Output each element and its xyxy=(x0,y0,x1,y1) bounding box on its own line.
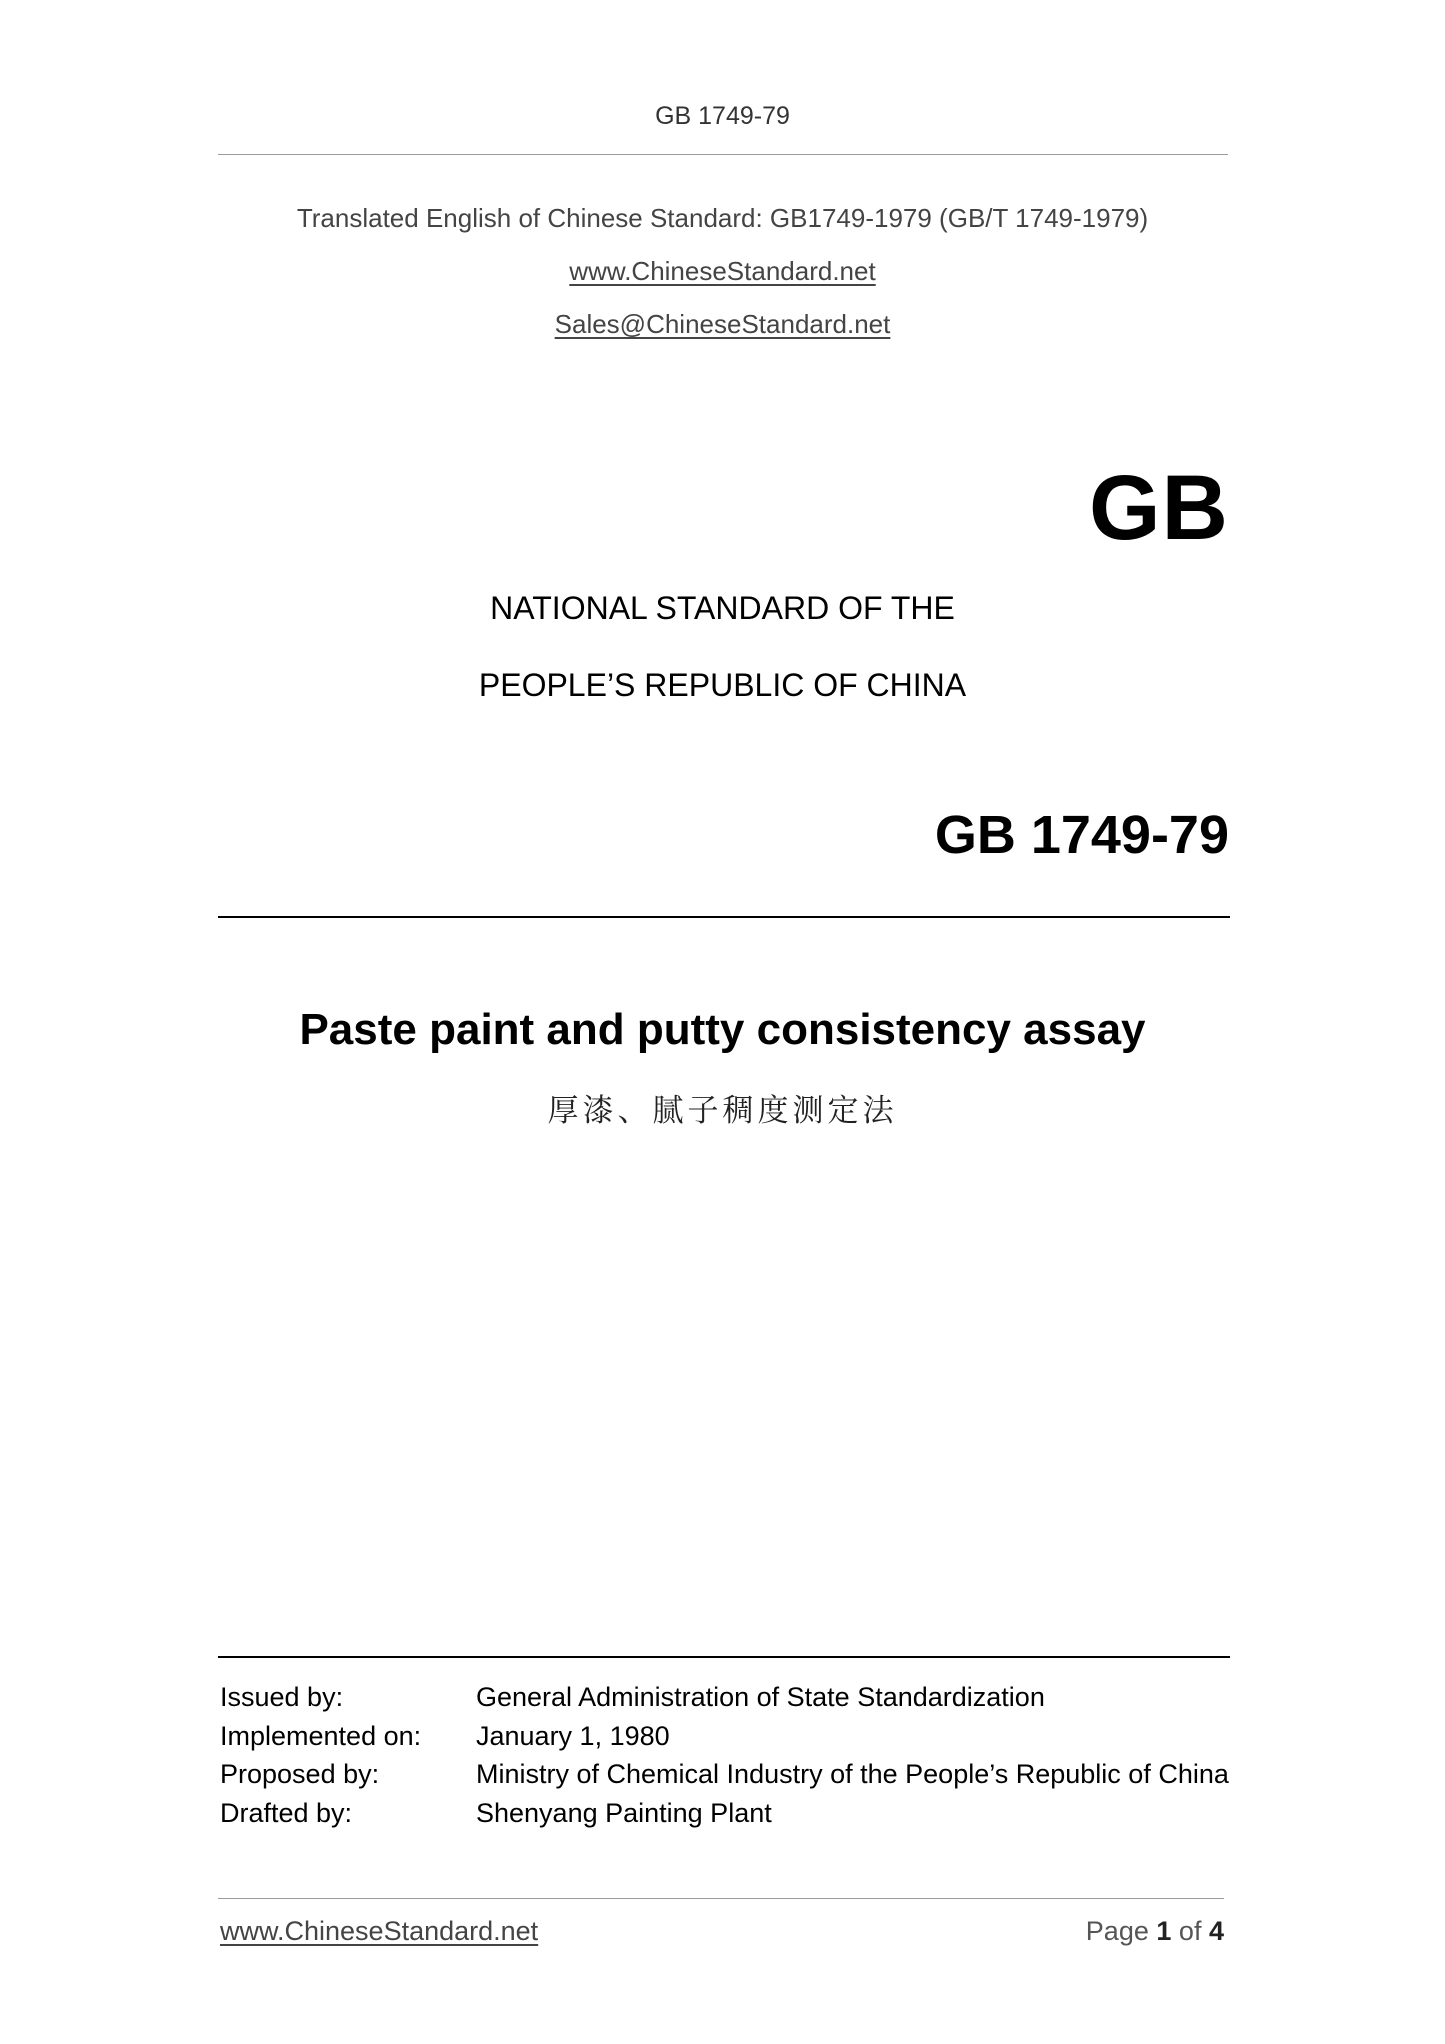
website-link[interactable]: www.ChineseStandard.net xyxy=(569,256,876,286)
meta-value: Shenyang Painting Plant xyxy=(476,1797,772,1828)
title-divider xyxy=(218,916,1230,918)
translated-notice: Translated English of Chinese Standard: GB1749-1979 (GB/T 1749-1979) xyxy=(296,203,1149,233)
document-title: Paste paint and putty consistency assay xyxy=(299,1005,1146,1054)
national-standard-line-1: NATIONAL STANDARD OF THE xyxy=(490,590,955,626)
standard-number: GB 1749-79 xyxy=(934,805,1229,865)
footer-divider xyxy=(218,1898,1224,1899)
meta-divider xyxy=(218,1656,1230,1658)
page-current: 1 xyxy=(1156,1916,1172,1946)
meta-value: General Administration of State Standardization xyxy=(476,1682,1045,1712)
meta-row-implemented xyxy=(220,1717,1229,1756)
running-header-title: GB 1749-79 xyxy=(655,102,790,130)
meta-label: Drafted by: xyxy=(220,1797,353,1828)
meta-label: Issued by: xyxy=(220,1682,344,1712)
page-prefix: Page xyxy=(1085,1916,1149,1946)
meta-row-issued xyxy=(220,1678,1229,1717)
footer-website-link[interactable]: www.ChineseStandard.net xyxy=(220,1916,539,1946)
page-number xyxy=(1086,1916,1224,1947)
gb-logo: GB xyxy=(1089,457,1229,559)
meta-row-proposed xyxy=(220,1755,1229,1794)
page-separator: of xyxy=(1178,1916,1202,1946)
sales-email-link[interactable]: Sales@ChineseStandard.net xyxy=(554,309,891,339)
publication-info xyxy=(220,1678,1229,1832)
page-total: 4 xyxy=(1208,1916,1224,1946)
meta-value: January 1, 1980 xyxy=(476,1720,670,1751)
meta-row-drafted xyxy=(220,1794,1229,1833)
national-standard-line-2: PEOPLE’S REPUBLIC OF CHINA xyxy=(478,667,967,703)
document-title-chinese: 厚漆、腻子稠度测定法 xyxy=(547,1093,898,1129)
meta-value: Ministry of Chemical Industry of the People’s Republic of China xyxy=(476,1759,1229,1789)
header-divider xyxy=(218,154,1228,155)
meta-label: Proposed by: xyxy=(220,1759,380,1789)
meta-label: Implemented on: xyxy=(220,1720,422,1751)
